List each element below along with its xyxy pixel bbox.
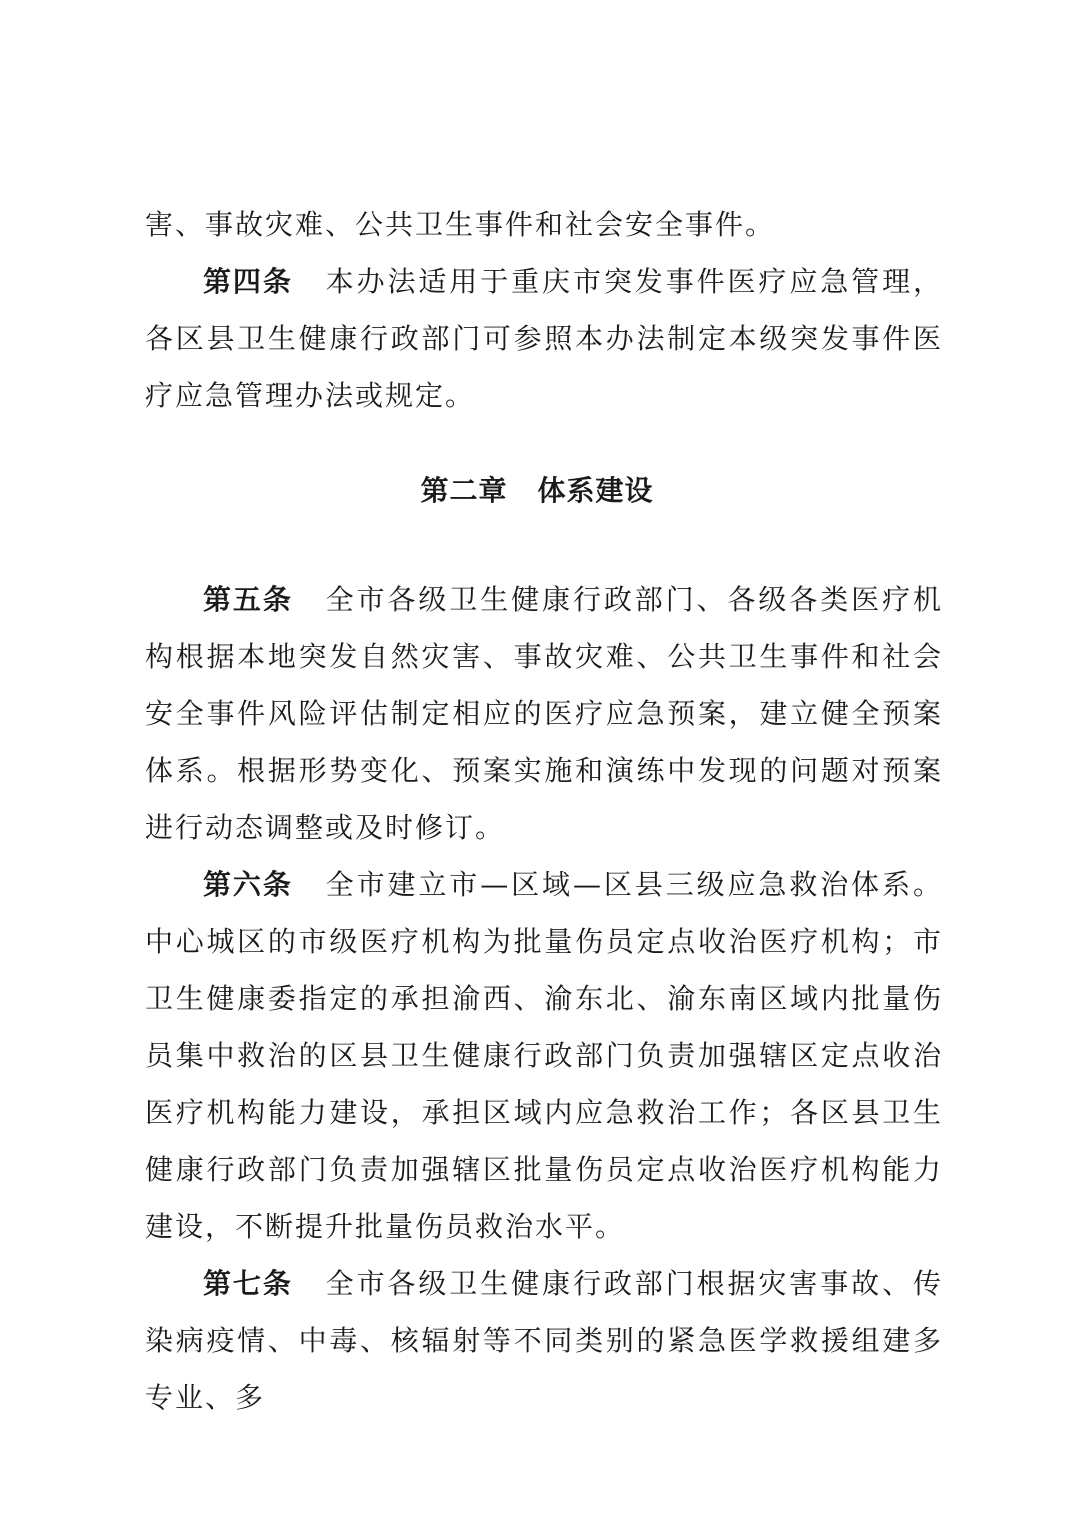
article-4-label: 第四条 bbox=[203, 265, 293, 298]
article-6-text: 全市建立市—区域—区县三级应急救治体系。中心城区的市级医疗机构为批量伤员定点收治医疗机构；市卫生健康委指定的承担渝西、渝东北、渝东南区域内批量伤员集中救治的区县卫生健康行政部门负责加强辖区定点收治医疗机构能力建设，承担区域内应急救治工作；各区县卫生健康行政部门负责加强辖区批量伤员定点收治医疗机构能力建设，不断提升批量伤员救治水平。 bbox=[145, 868, 943, 1243]
article-4-text: 本办法适用于重庆市突发事件医疗应急管理，各区县卫生健康行政部门可参照本办法制定本级突发事件医疗应急管理办法或规定。 bbox=[145, 265, 943, 412]
continuation-text: 害、事故灾难、公共卫生事件和社会安全事件。 bbox=[145, 208, 776, 241]
article-5-text: 全市各级卫生健康行政部门、各级各类医疗机构根据本地突发自然灾害、事故灾难、公共卫生事件和社会安全事件风险评估制定相应的医疗应急预案，建立健全预案体系。根据形势变化、预案实施和演练中发现的问题对预案进行动态调整或及时修订。 bbox=[145, 583, 943, 844]
chapter-title: 体系建设 bbox=[537, 474, 654, 507]
article-6 bbox=[145, 856, 943, 1255]
article-6-label: 第六条 bbox=[203, 868, 293, 901]
chapter-heading bbox=[0, 466, 1074, 516]
article-4 bbox=[145, 253, 943, 424]
article-5 bbox=[145, 571, 943, 856]
chapter-number: 第二章 bbox=[420, 474, 508, 507]
text-block-top bbox=[145, 196, 943, 424]
article-7-text: 全市各级卫生健康行政部门根据灾害事故、传染病疫情、中毒、核辐射等不同类别的紧急医学救援组建多专业、多 bbox=[145, 1267, 943, 1414]
text-block-body bbox=[145, 571, 943, 1426]
article-5-label: 第五条 bbox=[203, 583, 293, 616]
article-7-label: 第七条 bbox=[203, 1267, 293, 1300]
paragraph-continuation bbox=[145, 196, 943, 253]
article-7 bbox=[145, 1255, 943, 1426]
